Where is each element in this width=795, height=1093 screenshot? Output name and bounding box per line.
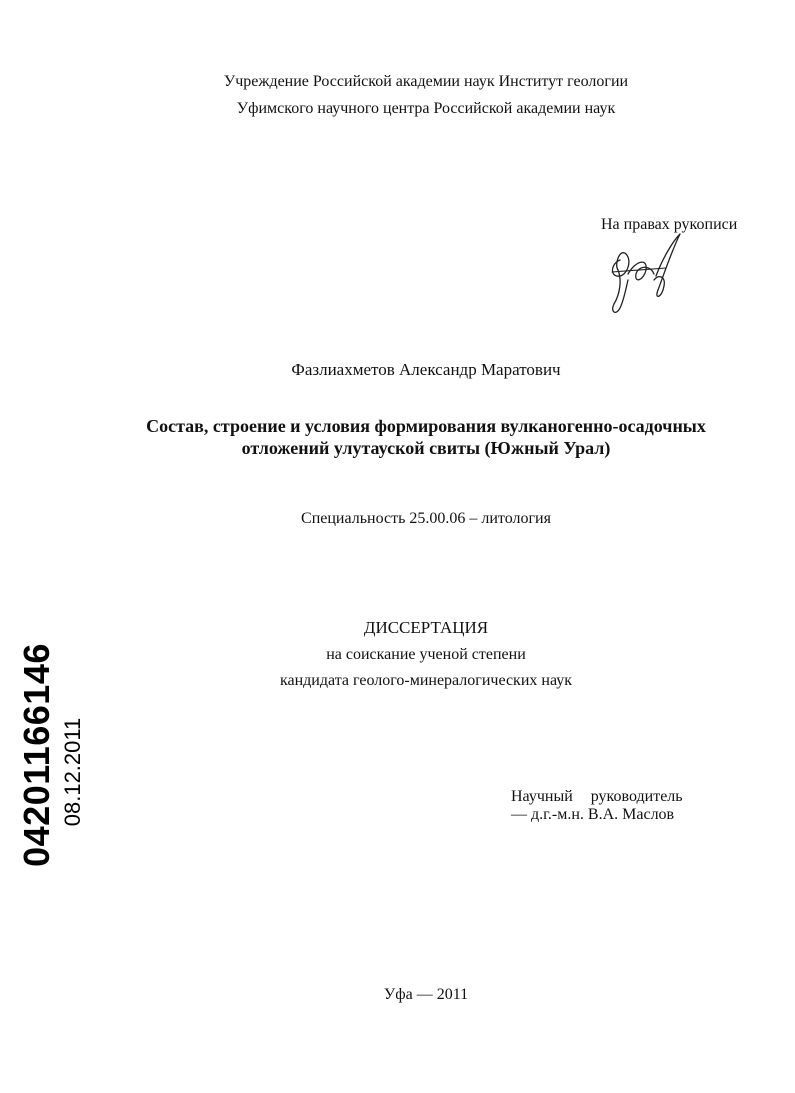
manuscript-rights-note: На правах рукописи xyxy=(601,216,738,233)
city-year: Уфа — 2011 xyxy=(383,986,469,1003)
library-stamp-number xyxy=(14,640,60,870)
institution-line-1: Учреждение Российской академии наук Институт геологии xyxy=(223,73,629,90)
degree-line-1: на соискание ученой степени xyxy=(326,646,526,663)
institution-line-2: Уфимского научного центра Российской академии наук xyxy=(236,100,616,117)
stamp-number-text: 04201166146 xyxy=(16,643,57,867)
advisor-label: Научный руководитель xyxy=(511,788,683,805)
handwritten-signature xyxy=(606,230,686,322)
dissertation-heading: ДИССЕРТАЦИЯ xyxy=(363,618,489,637)
dissertation-title-line-2: отложений улутауской свиты (Южный Урал) xyxy=(241,438,611,458)
author-name: Фазлиахметов Александр Маратович xyxy=(291,360,561,379)
dissertation-title-line-1: Состав, строение и условия формирования вулканогенно-осадочных xyxy=(146,416,706,436)
stamp-date-text: 08.12.2011 xyxy=(60,717,85,827)
specialty: Специальность 25.00.06 – литология xyxy=(301,510,551,527)
advisor-name: — д.г.-м.н. В.А. Маслов xyxy=(511,806,675,823)
library-stamp-date xyxy=(58,712,88,832)
degree-line-2: кандидата геолого-минералогических наук xyxy=(279,672,573,689)
